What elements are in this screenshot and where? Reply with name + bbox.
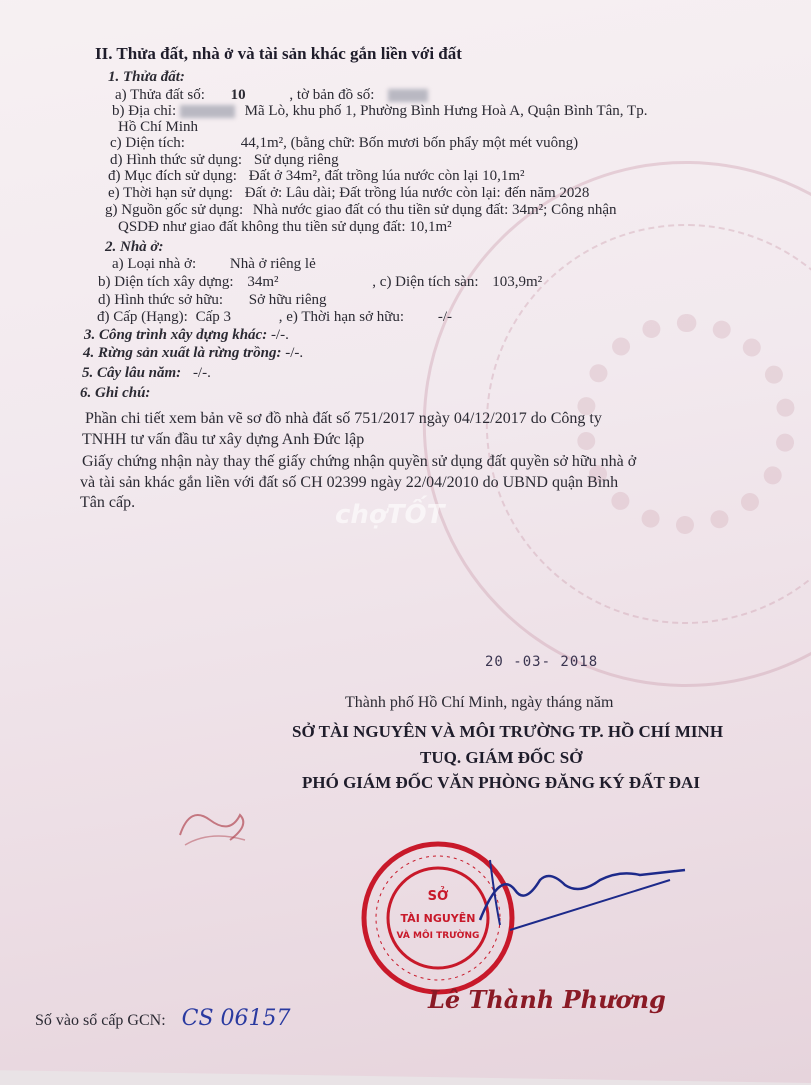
- handwritten-mark: [170, 795, 260, 855]
- house-heading: 2. Nhà ở:: [105, 239, 164, 255]
- notes-line-4: và tài sản khác gắn liền với đất số CH 02399 ngày 22/04/2010 do UBND quận Bình: [80, 474, 619, 491]
- land-heading: 1. Thửa đất:: [108, 69, 185, 85]
- land-origin-row: [105, 201, 617, 219]
- land-parcel-label: a) Thửa đất số:: [115, 87, 205, 103]
- authority-line-3: PHÓ GIÁM ĐỐC VĂN PHÒNG ĐĂNG KÝ ĐẤT ĐAI: [302, 773, 700, 792]
- house-term-label: , e) Thời hạn sở hữu:: [278, 309, 405, 325]
- land-map-label: , tờ bản đồ số:: [289, 87, 375, 103]
- issue-date-stamp: 20 -03- 2018: [485, 654, 599, 670]
- house-ownership-value: Sở hữu riêng: [248, 292, 327, 308]
- authority-line-2: TUQ. GIÁM ĐỐC SỞ: [420, 748, 583, 767]
- notes-heading: 6. Ghi chú:: [80, 385, 151, 401]
- house-term-value: -/-: [437, 309, 453, 325]
- place-date-line: Thành phố Hồ Chí Minh, ngày tháng năm: [345, 694, 614, 711]
- perennial-row: [82, 364, 211, 382]
- house-type-label: a) Loại nhà ở:: [112, 256, 197, 272]
- other-structures-label: 3. Công trình xây dựng khác:: [84, 327, 268, 343]
- land-address-label: b) Địa chỉ:: [112, 103, 177, 119]
- land-address-value: Mã Lò, khu phố 1, Phường Bình Hưng Hoà A, Quận Bình Tân, Tp.: [244, 103, 648, 119]
- registration-number-label: Số vào sổ cấp GCN:: [35, 1012, 166, 1029]
- land-origin-label: g) Nguồn gốc sử dụng:: [105, 202, 244, 218]
- house-grade-row: [97, 308, 452, 326]
- house-built-area-value: 34m²: [247, 274, 279, 290]
- forest-row: [83, 344, 303, 362]
- house-ownership-row: [98, 291, 327, 309]
- watermark: chợTỐT: [335, 500, 445, 530]
- forest-value: -/-.: [285, 345, 304, 361]
- land-parcel-number: 10: [230, 87, 246, 103]
- land-term-label: e) Thời hạn sử dụng:: [108, 185, 233, 201]
- registration-number-row: [35, 1006, 291, 1031]
- land-address-value-2: Hồ Chí Minh: [118, 119, 199, 135]
- land-area-value: 44,1m², (bằng chữ: Bốn mươi bốn phẩy một mét vuông): [240, 135, 579, 151]
- land-usage-form-value: Sử dụng riêng: [253, 152, 339, 168]
- other-structures-row: [84, 326, 289, 344]
- house-type-row: [112, 255, 316, 273]
- authority-line-1: SỞ TÀI NGUYÊN VÀ MÔI TRƯỜNG TP. HỒ CHÍ MINH: [292, 722, 724, 741]
- land-term-value: Đất ở: Lâu dài; Đất trồng lúa nước còn lại: đến năm 2028: [244, 185, 590, 201]
- signature: [470, 850, 690, 940]
- other-structures-value: -/-.: [270, 327, 289, 343]
- svg-text:TÀI NGUYÊN: TÀI NGUYÊN: [400, 912, 476, 925]
- house-grade-value: Cấp 3: [195, 309, 231, 325]
- redacted-address: [180, 105, 235, 118]
- land-purpose-value: Đất ở 34m², đất trồng lúa nước còn lại 10,1m²: [248, 168, 525, 184]
- land-purpose-row: [108, 167, 525, 185]
- land-origin-value: Nhà nước giao đất có thu tiền sử dụng đất: 34m²; Công nhận: [252, 202, 617, 218]
- forest-label: 4. Rừng sản xuất là rừng trồng:: [83, 345, 282, 361]
- house-grade-label: đ) Cấp (Hạng):: [97, 309, 188, 325]
- notes-line-5: Tân cấp.: [80, 494, 136, 511]
- land-origin-value-2: QSDĐ như giao đất không thu tiền sử dụng đất: 10,1m²: [118, 219, 452, 235]
- land-area-row: [110, 134, 578, 152]
- svg-text:SỞ: SỞ: [427, 889, 449, 904]
- land-purpose-label: đ) Mục đích sử dụng:: [108, 168, 237, 184]
- land-term-row: [108, 184, 589, 202]
- house-area-row: [98, 273, 542, 291]
- perennial-value: -/-.: [192, 365, 211, 381]
- house-built-area-label: b) Diện tích xây dựng:: [98, 274, 234, 290]
- notes-line-2: TNHH tư vấn đầu tư xây dựng Anh Đức lập: [82, 431, 365, 448]
- perennial-label: 5. Cây lâu năm:: [82, 365, 182, 381]
- house-floor-area-value: 103,9m²: [492, 274, 543, 290]
- section-title: II. Thửa đất, nhà ở và tài sản khác gắn liền với đất: [95, 44, 462, 63]
- registration-number-value: CS 06157: [181, 1006, 291, 1031]
- signer-name: Lê Thành Phương: [428, 985, 666, 1014]
- notes-line-1: Phần chi tiết xem bản vẽ sơ đồ nhà đất số 751/2017 ngày 04/12/2017 do Công ty: [85, 410, 602, 427]
- house-ownership-label: d) Hình thức sở hữu:: [98, 292, 224, 308]
- redacted-map-number: [388, 89, 428, 102]
- notes-line-3: Giấy chứng nhận này thay thế giấy chứng nhận quyền sử dụng đất quyền sở hữu nhà ở: [82, 453, 637, 470]
- land-usage-form-label: d) Hình thức sử dụng:: [110, 152, 243, 168]
- house-floor-area-label: , c) Diện tích sàn:: [372, 274, 479, 290]
- svg-text:VÀ MÔI TRƯỜNG: VÀ MÔI TRƯỜNG: [396, 931, 480, 941]
- house-type-value: Nhà ở riêng lẻ: [229, 256, 316, 272]
- land-area-label: c) Diện tích:: [110, 135, 185, 151]
